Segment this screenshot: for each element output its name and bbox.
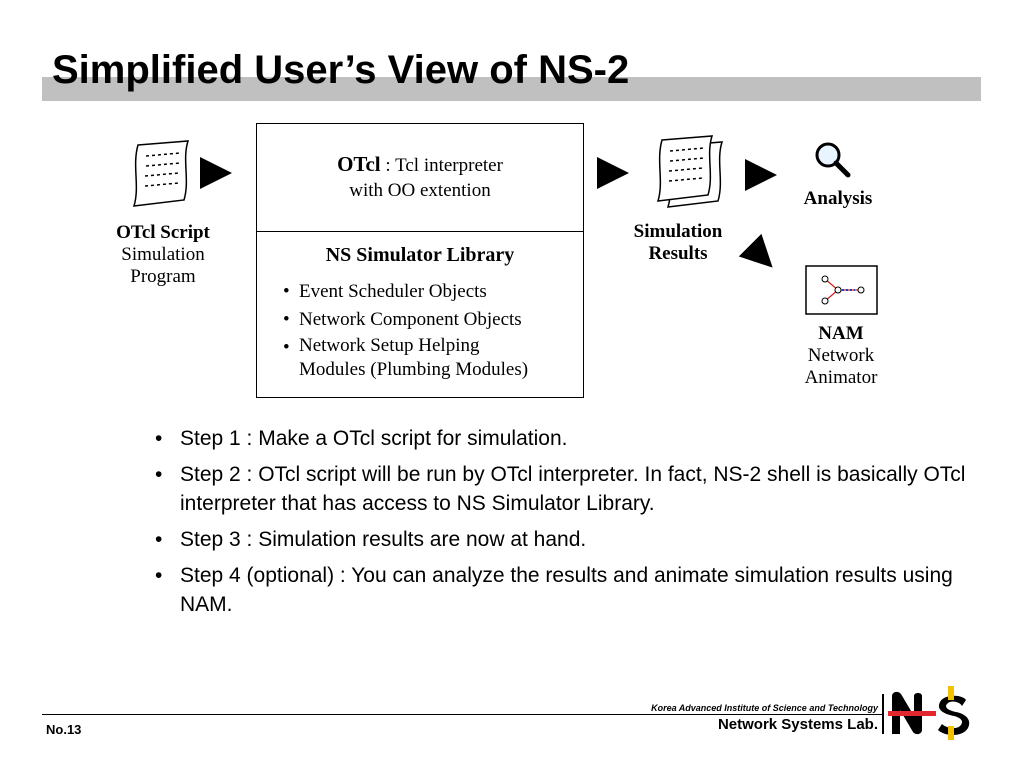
footer-divider [42, 714, 884, 715]
nam-label [786, 323, 896, 389]
interpreter-section [257, 124, 583, 232]
script-label-line1: Simulation [121, 244, 205, 265]
library-item [283, 278, 528, 306]
results-label-line2: Results [648, 243, 708, 264]
nam-label-line2: Animator [804, 367, 878, 388]
interpreter-name: OTcl [337, 152, 381, 176]
interpreter-desc-line1: : Tcl interpreter [380, 155, 503, 176]
results-documents-icon [658, 136, 722, 207]
script-label-title: OTcl Script [116, 222, 210, 243]
interpreter-library-box [256, 123, 584, 398]
slide-title: Simplified User’s View of NS-2 [52, 48, 630, 92]
interpreter-desc-line2: with OO extention [349, 180, 491, 201]
step-item: • Step 1 : Make a OTcl script for simulation. [155, 424, 975, 453]
nam-label-title: NAM [818, 323, 864, 344]
ns-logo-icon [888, 684, 984, 742]
institute-name: Korea Advanced Institute of Science and Technology [651, 703, 878, 713]
library-item-text: Event Scheduler Objects [299, 281, 487, 302]
script-label-line2: Program [130, 266, 196, 287]
script-label [100, 222, 226, 288]
results-label [630, 221, 726, 265]
page-number: No.13 [46, 722, 82, 737]
analysis-label-text: Analysis [803, 188, 873, 209]
library-item-text: Network Component Objects [299, 309, 522, 330]
analysis-label [786, 188, 890, 210]
nam-animator-icon [806, 266, 877, 314]
library-item [283, 306, 528, 334]
library-list [283, 278, 528, 382]
footer-separator [882, 694, 884, 734]
library-item [283, 334, 528, 382]
steps-list [155, 424, 975, 626]
step-item: • Step 2 : OTcl script will be run by OTcl interpreter. In fact, NS-2 shell is basically OTcl interpreter that has access to NS Simulator Library. [155, 460, 975, 518]
nam-label-line1: Network [807, 345, 875, 366]
magnifier-icon [817, 144, 848, 175]
lab-name: Network Systems Lab. [717, 716, 878, 733]
script-document-icon [134, 141, 188, 206]
library-item-text: • Network Setup Helping [299, 335, 480, 356]
results-label-line1: Simulation [633, 221, 723, 242]
library-item-text-line2: Modules (Plumbing Modules) [299, 359, 529, 380]
library-title: NS Simulator Library [325, 244, 515, 266]
step-item: • Step 4 (optional) : You can analyze the results and animate simulation results using NAM. [155, 561, 975, 619]
step-item: • Step 3 : Simulation results are now at hand. [155, 525, 975, 554]
arrow-results-to-nam [757, 252, 767, 262]
